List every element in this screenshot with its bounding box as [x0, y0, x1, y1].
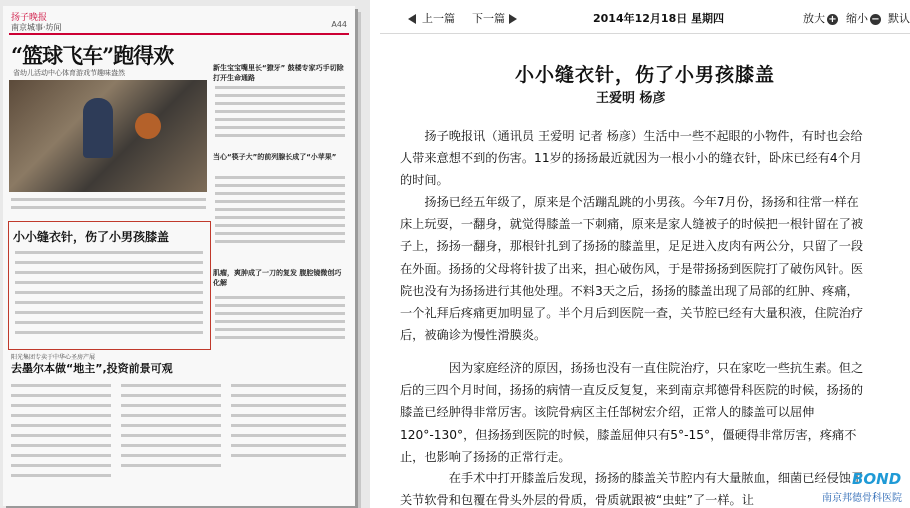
text-line: [231, 454, 346, 457]
newspaper-thumbnail-panel: [0, 0, 370, 508]
text-line: [15, 271, 203, 274]
text-line: [231, 384, 346, 387]
text-line: [215, 296, 345, 299]
text-line: [11, 404, 111, 407]
text-line: [15, 321, 203, 324]
text-line: [215, 126, 345, 129]
newspaper-page-image[interactable]: [3, 6, 355, 506]
text-line: [215, 216, 345, 219]
text-line: [215, 232, 345, 235]
text-line: [215, 304, 345, 307]
text-line: [215, 184, 345, 187]
right-column-headline-3[interactable]: 肌瘤，爽肿成了一刀的复发 腹腔镜微创巧化解: [213, 269, 342, 287]
newspaper-section-label: 南京城事·坊间: [11, 23, 62, 32]
text-line: [215, 134, 345, 137]
text-line: [215, 224, 345, 227]
text-line: [121, 414, 221, 417]
text-line: [121, 454, 221, 457]
text-line: [121, 434, 221, 437]
default-zoom-button[interactable]: [888, 10, 910, 26]
text-line: [231, 404, 346, 407]
zoom-in-button[interactable]: [803, 10, 838, 26]
text-line: [15, 261, 203, 264]
plus-icon: +: [828, 13, 837, 25]
text-line: [215, 328, 345, 331]
text-line: [215, 176, 345, 179]
text-line: [15, 251, 203, 254]
lower-article-headline[interactable]: 去墨尔本做“地主”,投资前景可观: [11, 362, 173, 375]
text-line: [121, 424, 221, 427]
text-line: [215, 94, 345, 97]
triangle-right-icon: [509, 14, 517, 24]
lower-article-kicker: 阳光集团专卖于中华心圣房产展: [11, 354, 96, 361]
default-zoom-label: 默认: [888, 12, 910, 25]
text-line: [121, 444, 221, 447]
text-line: [15, 301, 203, 304]
text-line: [121, 394, 221, 397]
hospital-watermark-logo: [810, 470, 902, 504]
right-column-headline-1[interactable]: 新生宝宝嘴里长“獠牙” 鼓楼专家巧手切除打开生命通路: [213, 64, 344, 82]
text-line: [215, 336, 345, 339]
article-paragraph: 因为家庭经济的原因，扬扬也没有一直住院治疗，只在家吃一些抗生素。但之后的三四个月时间，扬扬的病情一直反反复复，来到南京邦德骨科医院的时候，扬扬的膝盖已经肿得非常厉害。该院骨病区主任郜树宏介绍，正常人的膝盖可以屈伸120°-130°，但扬扬到医院的时候，膝盖屈伸只有5°-15°，僵硬得非常厉害，疼痛不止，也影响了扬扬的正常行走。: [400, 361, 864, 464]
text-line: [11, 464, 111, 467]
triangle-left-icon: [408, 14, 416, 24]
text-line: [15, 281, 203, 284]
text-line: [11, 454, 111, 457]
text-line: [121, 404, 221, 407]
text-line: [11, 384, 111, 387]
text-line: [231, 414, 346, 417]
bond-logo-text: 南京邦德骨科医院: [822, 493, 902, 504]
newspaper-page-number: A44: [331, 20, 347, 29]
photo-child-figure: [83, 98, 113, 158]
article-byline: 王爱明 杨彦: [596, 91, 666, 106]
text-line: [11, 444, 111, 447]
text-line: [11, 198, 206, 201]
newspaper-header-rule: [9, 33, 349, 35]
text-line: [121, 464, 221, 467]
text-line: [11, 474, 111, 477]
text-line: [215, 208, 345, 211]
text-line: [231, 424, 346, 427]
right-column-headline-2[interactable]: 当心“筷子大”的前列腺长成了“小苹果”: [213, 153, 337, 161]
zoom-in-label: 放大: [803, 12, 825, 25]
text-line: [15, 311, 203, 314]
zoom-out-label: 缩小: [846, 12, 868, 25]
newspaper-masthead: 扬子晚报: [11, 13, 48, 23]
text-line: [15, 331, 203, 334]
minus-icon: −: [871, 13, 880, 25]
prev-article-label: 上一篇: [422, 12, 455, 25]
article-paragraph: 扬子晚报讯（通讯员 王爱明 记者 杨彦）生活中一些不起眼的小物件，有时也会给人带来意想不到的伤害。11岁的扬扬最近就因为一根小小的缝衣针，卧床已经有4个月的时间。: [400, 129, 863, 188]
text-line: [11, 424, 111, 427]
text-line: [231, 444, 346, 447]
article-title: 小小缝衣针，伤了小男孩膝盖: [514, 64, 775, 86]
text-line: [215, 240, 345, 243]
article-reader-panel: [380, 0, 910, 508]
text-line: [215, 110, 345, 113]
bond-logo-mark: BOND: [852, 470, 902, 488]
reader-toolbar: [380, 0, 910, 34]
text-line: [15, 291, 203, 294]
text-line: [11, 434, 111, 437]
boxed-article-headline[interactable]: 小小缝衣针，伤了小男孩膝盖: [13, 230, 170, 244]
text-line: [215, 312, 345, 315]
text-line: [11, 414, 111, 417]
text-line: [215, 86, 345, 89]
text-line: [215, 320, 345, 323]
newspaper-lead-subhead: 省幼儿活动中心体育游戏节趣味盎然: [13, 69, 125, 77]
text-line: [11, 394, 111, 397]
next-article-button[interactable]: [472, 10, 517, 26]
newspaper-lead-headline[interactable]: “篮球飞车”跑得欢: [11, 43, 174, 68]
basketball-icon: [135, 113, 161, 139]
text-line: [215, 192, 345, 195]
text-line: [231, 394, 346, 397]
text-line: [231, 434, 346, 437]
text-line: [215, 102, 345, 105]
text-line: [215, 118, 345, 121]
next-article-label: 下一篇: [472, 12, 505, 25]
text-line: [11, 206, 206, 209]
article-paragraph: 扬扬已经五年级了，原来是个活蹦乱跳的小男孩。今年7月份，扬扬和往常一样在床上玩耍，一翻身，就觉得膝盖一下刺痛，原来是家人缝被子的时候把一根针留在了被子上，扬扬一翻身，那根针扎到了扬扬的膝盖里，足足进入皮肉有两公分，只留了一段在外面。扬扬的父母将针拔了出来，担心破伤风，于是带扬扬到医院打了破伤风针。医院也没有为扬扬进行其他处理。不料3天之后，扬扬的膝盖出现了局部的红肿、疼痛，一个礼拜后疼痛更加明显了。半个月后到医院一查，关节腔已经有大量积液，住院治疗后，被确诊为慢性滑膜炎。: [400, 195, 864, 343]
zoom-out-button[interactable]: [846, 10, 881, 26]
issue-date: 2014年12月18日 星期四: [593, 12, 725, 25]
text-line: [121, 384, 221, 387]
prev-article-button[interactable]: [408, 10, 455, 26]
text-line: [215, 200, 345, 203]
article-paragraph: 在手术中打开膝盖后发现，扬扬的膝盖关节腔内有大量脓血，细菌已经侵蚀了关节软骨和包覆在骨头外层的骨质，骨质就跟被“虫蛀”了一样。让: [400, 471, 864, 508]
